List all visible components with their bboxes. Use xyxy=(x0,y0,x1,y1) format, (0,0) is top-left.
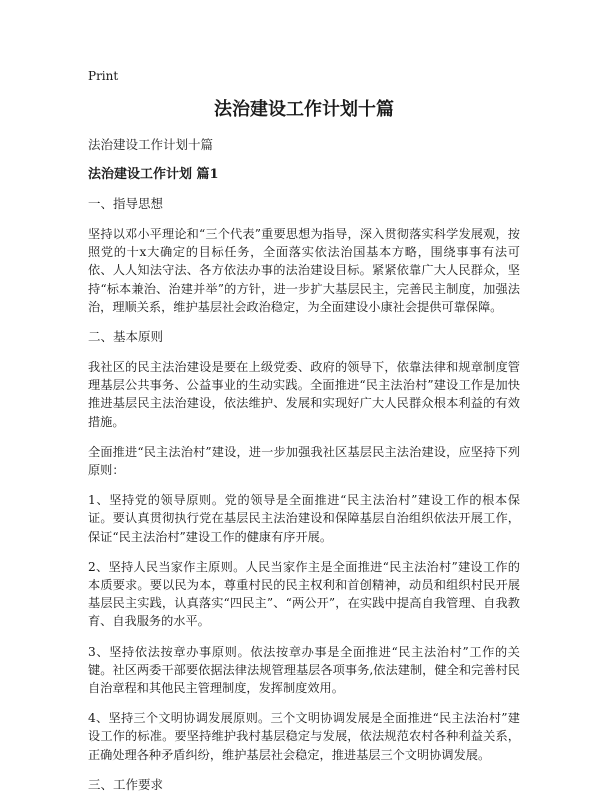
paragraph-principle-3: 3、坚持依法按章办事原则。依法按章办事是全面推进“民主法治村”工作的关键。社区两委干部要依据法律法规管理基层各项事务,依法建制，健全和完善村民自治章程和其他民主管理制度，发挥制度效用。 xyxy=(88,644,520,696)
paragraph-guiding-ideology: 坚持以邓小平理论和“三个代表”重要思想为指导，深入贯彻落实科学发展观，按照党的十x大确定的目标任务，全面落实依法治国基本方略，围绕事事有法可依、人人知法守法、各方依法办事的法治建设目标。紧紧依靠广大人民群众，坚持“标本兼治、治建并举”的方针，进一步扩大基层民主，完善民主制度，加强法治，理顺关系，维护基层社会政治稳定，为全面建设小康社会提供可靠保障。 xyxy=(88,227,520,314)
paragraph-principles-list-intro: 全面推进“民主法治村”建设，进一步加强我社区基层民主法治建设，应坚持下列原则： xyxy=(88,444,520,478)
paragraph-principle-2: 2、坚持人民当家作主原则。人民当家作主是全面推进“民主法治村”建设工作的本质要求。要以民为本，尊重村民的民主权利和首创精神，动员和组织村民开展基层民主实践，认真落实“四民主”、“两公开”，在实践中提高自我管理、自我教育、自我服务的水平。 xyxy=(88,559,520,629)
paragraph-principle-4: 4、坚持三个文明协调发展原则。三个文明协调发展是全面推进“民主法治村”建设工作的标准。要坚持维护我村基层稳定与发展，依法规范农村各种利益关系，正确处理各种矛盾纠纷，维护基层社会稳定，推进基层三个文明协调发展。 xyxy=(88,711,520,762)
document-page xyxy=(88,68,520,806)
heading-work-requirements: 三、工作要求 xyxy=(88,776,164,792)
section-title: 法治建设工作计划 篇1 xyxy=(88,167,219,182)
paragraph-principles-intro: 我社区的民主法治建设是要在上级党委、政府的领导下，依靠法律和规章制度管理基层公共事务、公益事业的生动实践。全面推进“民主法治村”建设工作是加快推进基层民主法治建设，依法维护、发展和实现好广大人民群众根本利益的有效措施。 xyxy=(88,360,520,429)
print-label: Print xyxy=(88,69,119,83)
document-subtitle: 法治建设工作计划十篇 xyxy=(88,137,214,152)
heading-basic-principles: 二、基本原则 xyxy=(88,329,164,345)
heading-guiding-ideology: 一、指导思想 xyxy=(88,196,164,211)
document-title: 法治建设工作计划十篇 xyxy=(214,99,394,120)
paragraph-principle-1: 1、坚持党的领导原则。党的领导是全面推进“民主法治村”建设工作的根本保证。要认真贯彻执行党在基层民主法治建设和保障基层自治组织依法开展工作，保证“民主法治村”建设工作的健康有序开展。 xyxy=(88,493,520,544)
